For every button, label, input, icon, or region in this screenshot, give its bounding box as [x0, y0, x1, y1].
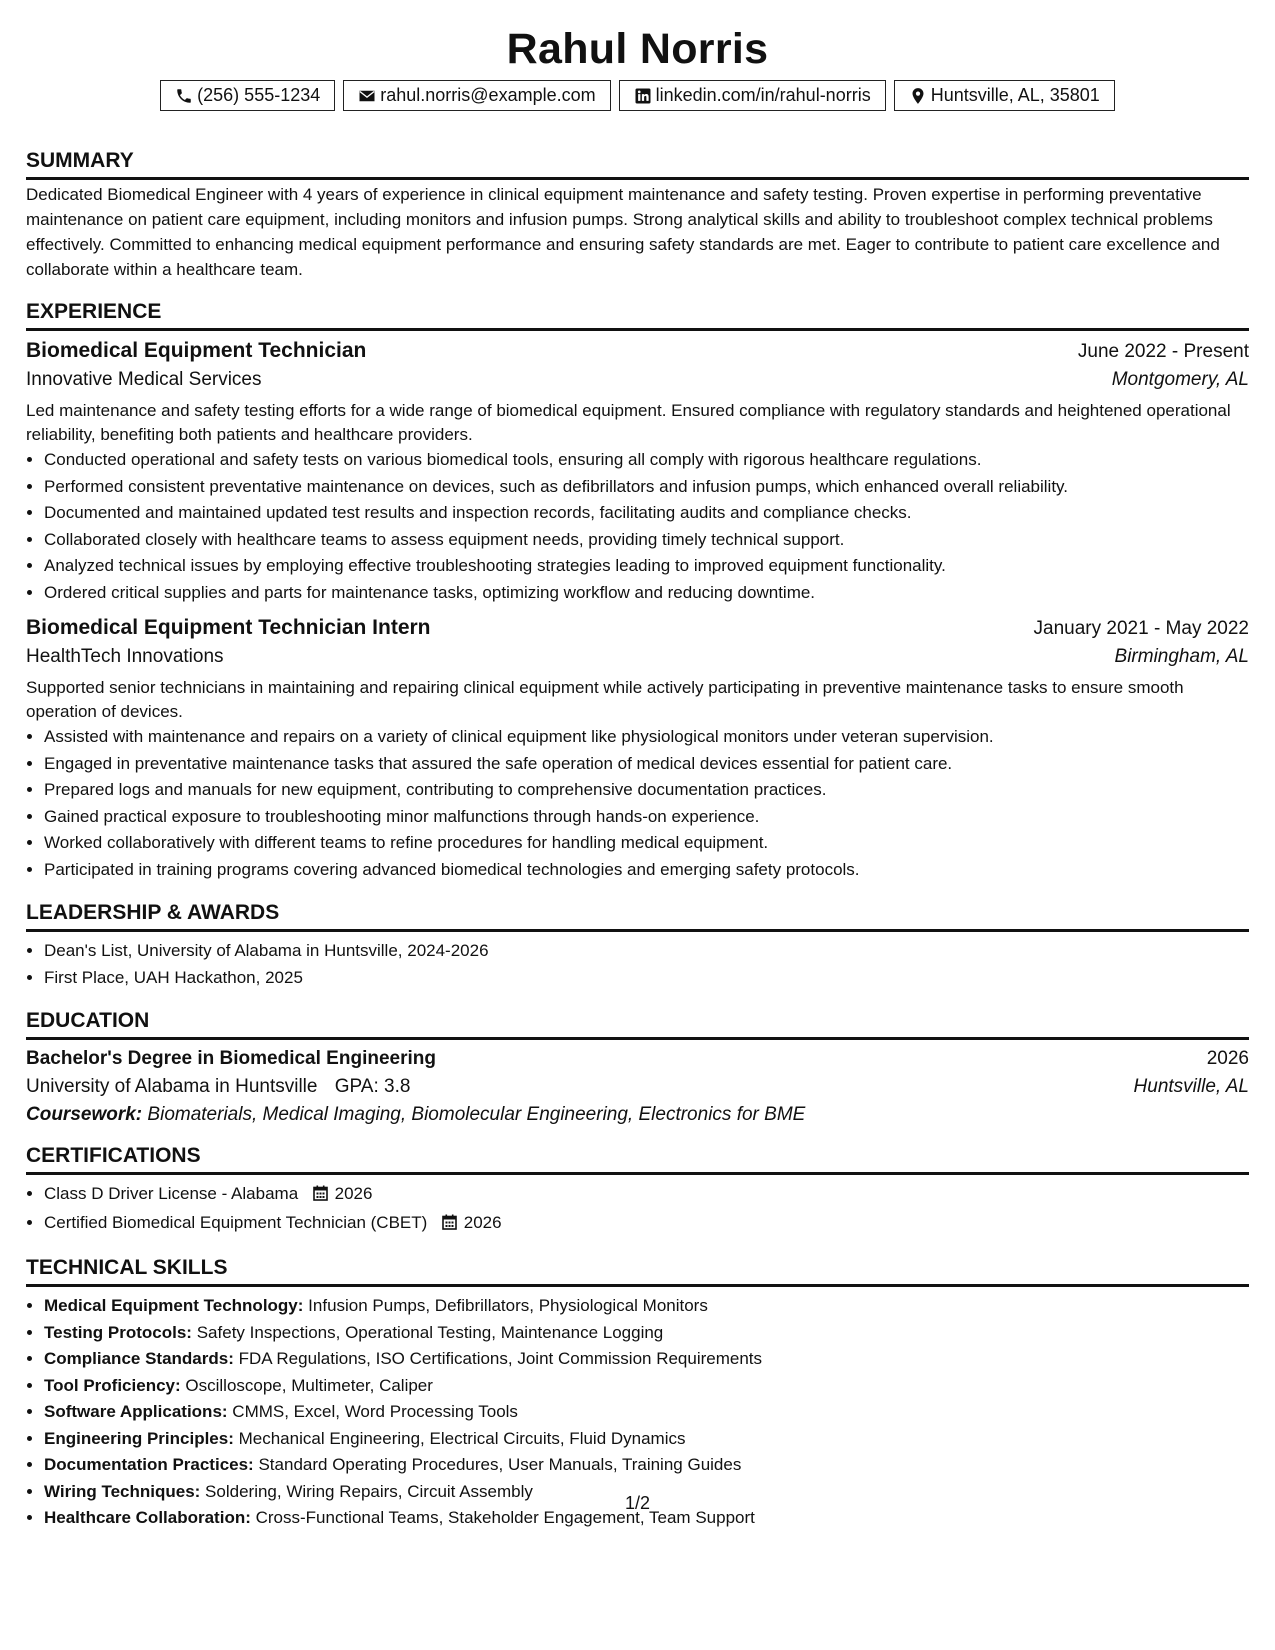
list-item: • Assisted with maintenance and repairs on a variety of clinical equipment like physiological monitors under veteran supervision.: [44, 724, 1249, 751]
leadership-heading: LEADERSHIP & AWARDS: [26, 901, 1249, 932]
education-year: 2026: [1206, 1048, 1249, 1069]
list-item: • Engaged in preventative maintenance tasks that assured the safe operation of medical devices essential for patient care.: [44, 751, 1249, 778]
list-item: [44, 1210, 1249, 1239]
skill-value: Infusion Pumps, Defibrillators, Physiological Monitors: [308, 1296, 708, 1315]
job-company: Innovative Medical Services: [26, 369, 262, 390]
list-item: • Documented and maintained updated test results and inspection records, facilitating audits and compliance checks.: [44, 500, 1249, 527]
list-item: [44, 1293, 1249, 1320]
certification-name: Certified Biomedical Equipment Technician (CBET): [44, 1212, 428, 1232]
job-location: Montgomery, AL: [1111, 369, 1249, 390]
skill-label: Compliance Standards:: [44, 1349, 234, 1368]
coursework-label: Coursework:: [26, 1104, 143, 1125]
summary-text: Dedicated Biomedical Engineer with 4 years of experience in clinical equipment maintenance and safety testing. Proven expertise in performing preventative maintenance on patient care equipment, including monitors and infusion pumps. Strong analytical skills and ability to troubleshoot complex technical problems effectively. Committed to enhancing medical equipment performance and ensuring safety standards are met. Eager to contribute to patient care excellence and collaborate within a healthcare team.: [26, 185, 1220, 279]
certification-year: 2026: [334, 1184, 373, 1203]
candidate-name: Rahul Norris: [506, 25, 769, 73]
list-item: [44, 1346, 1249, 1373]
list-item: [44, 1452, 1249, 1479]
list-item: • First Place, UAH Hackathon, 2025: [44, 965, 1249, 992]
list-item: • Performed consistent preventative maintenance on devices, such as defibrillators and infusion pumps, which enhanced overall reliability.: [44, 474, 1249, 501]
map-pin-icon: [909, 87, 927, 105]
contact-email[interactable]: [343, 80, 610, 111]
job-entry: [26, 339, 1249, 606]
education-degree: Bachelor's Degree in Biomedical Engineering: [26, 1048, 436, 1069]
certifications-heading: CERTIFICATIONS: [26, 1144, 1249, 1175]
list-item: • Dean's List, University of Alabama in Huntsville, 2024-2026: [44, 938, 1249, 965]
skill-value: FDA Regulations, ISO Certifications, Joint Commission Requirements: [238, 1349, 763, 1368]
skill-value: Soldering, Wiring Repairs, Circuit Assembly: [205, 1481, 533, 1501]
job-entry: [26, 616, 1249, 883]
job-description: Supported senior technicians in maintaining and repairing clinical equipment while actively participating in preventive maintenance tasks to ensure smooth operation of devices.: [26, 678, 1184, 721]
skill-label: Testing Protocols:: [44, 1322, 192, 1342]
skill-value: Oscilloscope, Multimeter, Caliper: [185, 1375, 433, 1395]
phone-icon: [175, 87, 193, 105]
skill-label: Engineering Principles:: [44, 1428, 234, 1448]
skill-label: Wiring Techniques:: [44, 1481, 201, 1501]
calendar-icon: [442, 1212, 457, 1239]
job-bullets: [26, 724, 1249, 883]
job-dates: June 2022 - Present: [1077, 341, 1249, 362]
certifications-list: [26, 1181, 1249, 1238]
linkedin-text: linkedin.com/in/rahul-norris: [655, 85, 871, 105]
email-text: rahul.norris@example.com: [380, 85, 596, 105]
certification-name: Class D Driver License - Alabama: [44, 1184, 299, 1203]
job-company: HealthTech Innovations: [26, 646, 224, 667]
page-number: 1/2: [624, 1493, 651, 1513]
list-item: [44, 1426, 1249, 1453]
list-item: • Conducted operational and safety tests on various biomedical tools, ensuring all comply with rigorous healthcare regulations.: [44, 447, 1249, 474]
education-gpa: GPA: 3.8: [334, 1076, 411, 1097]
job-title: Biomedical Equipment Technician: [26, 339, 367, 362]
skill-value: CMMS, Excel, Word Processing Tools: [232, 1402, 518, 1421]
education-school: University of Alabama in Huntsville: [26, 1076, 318, 1097]
list-item: • Collaborated closely with healthcare teams to assess equipment needs, providing timely technical support.: [44, 527, 1249, 554]
education-heading: EDUCATION: [26, 1009, 1249, 1040]
list-item: • Worked collaboratively with different teams to refine procedures for handling medical equipment.: [44, 830, 1249, 857]
job-bullets: [26, 447, 1249, 606]
skill-value: Safety Inspections, Operational Testing, Maintenance Logging: [196, 1322, 664, 1342]
education-location: Huntsville, AL: [1133, 1076, 1249, 1097]
skill-label: Tool Proficiency:: [44, 1375, 181, 1395]
list-item: • Participated in training programs covering advanced biomedical technologies and emerging safety protocols.: [44, 857, 1249, 884]
list-item: • Gained practical exposure to troubleshooting minor malfunctions through hands-on experience.: [44, 804, 1249, 831]
job-dates: January 2021 - May 2022: [1033, 618, 1249, 639]
list-item: • Analyzed technical issues by employing effective troubleshooting strategies leading to improved equipment functionality.: [44, 553, 1249, 580]
contact-location: [894, 80, 1115, 111]
job-title: Biomedical Equipment Technician Intern: [26, 616, 431, 639]
phone-text: (256) 555-1234: [197, 85, 321, 105]
skills-heading: TECHNICAL SKILLS: [26, 1256, 1249, 1287]
job-description: Led maintenance and safety testing efforts for a wide range of biomedical equipment. Ensured compliance with regulatory standards and heightened operational reliability, benefiting both patients and healthcare providers.: [26, 401, 1231, 444]
skill-label: Software Applications:: [44, 1402, 228, 1421]
coursework-text: Biomaterials, Medical Imaging, Biomolecular Engineering, Electronics for BME: [147, 1104, 806, 1125]
location-text: Huntsville, AL, 35801: [930, 85, 1100, 105]
skill-label: Medical Equipment Technology:: [44, 1296, 304, 1315]
list-item: • Ordered critical supplies and parts for maintenance tasks, optimizing workflow and reducing downtime.: [44, 580, 1249, 607]
contact-bar: [26, 80, 1249, 111]
list-item: [44, 1399, 1249, 1426]
list-item: • Prepared logs and manuals for new equipment, contributing to comprehensive documentation practices.: [44, 777, 1249, 804]
certification-year: 2026: [463, 1212, 502, 1232]
list-item: [44, 1373, 1249, 1400]
experience-heading: EXPERIENCE: [26, 300, 1249, 331]
summary-heading: SUMMARY: [26, 149, 1249, 180]
education-coursework: [26, 1104, 1249, 1126]
list-item: [44, 1320, 1249, 1347]
skill-value: Standard Operating Procedures, User Manuals, Training Guides: [258, 1455, 742, 1474]
contact-phone[interactable]: [160, 80, 335, 111]
skill-label: Documentation Practices:: [44, 1455, 254, 1474]
list-item: [44, 1181, 1249, 1210]
contact-linkedin[interactable]: [619, 80, 886, 111]
resume-page: [26, 0, 1249, 1532]
linkedin-icon: [634, 87, 652, 105]
skill-value: Cross-Functional Teams, Stakeholder Engagement, Team Support: [255, 1508, 755, 1527]
skill-label: Healthcare Collaboration:: [44, 1508, 251, 1527]
leadership-list: [26, 938, 1249, 991]
job-location: Birmingham, AL: [1114, 646, 1249, 667]
skill-value: Mechanical Engineering, Electrical Circuits, Fluid Dynamics: [238, 1428, 686, 1448]
envelope-icon: [358, 87, 376, 105]
calendar-icon: [313, 1183, 328, 1210]
